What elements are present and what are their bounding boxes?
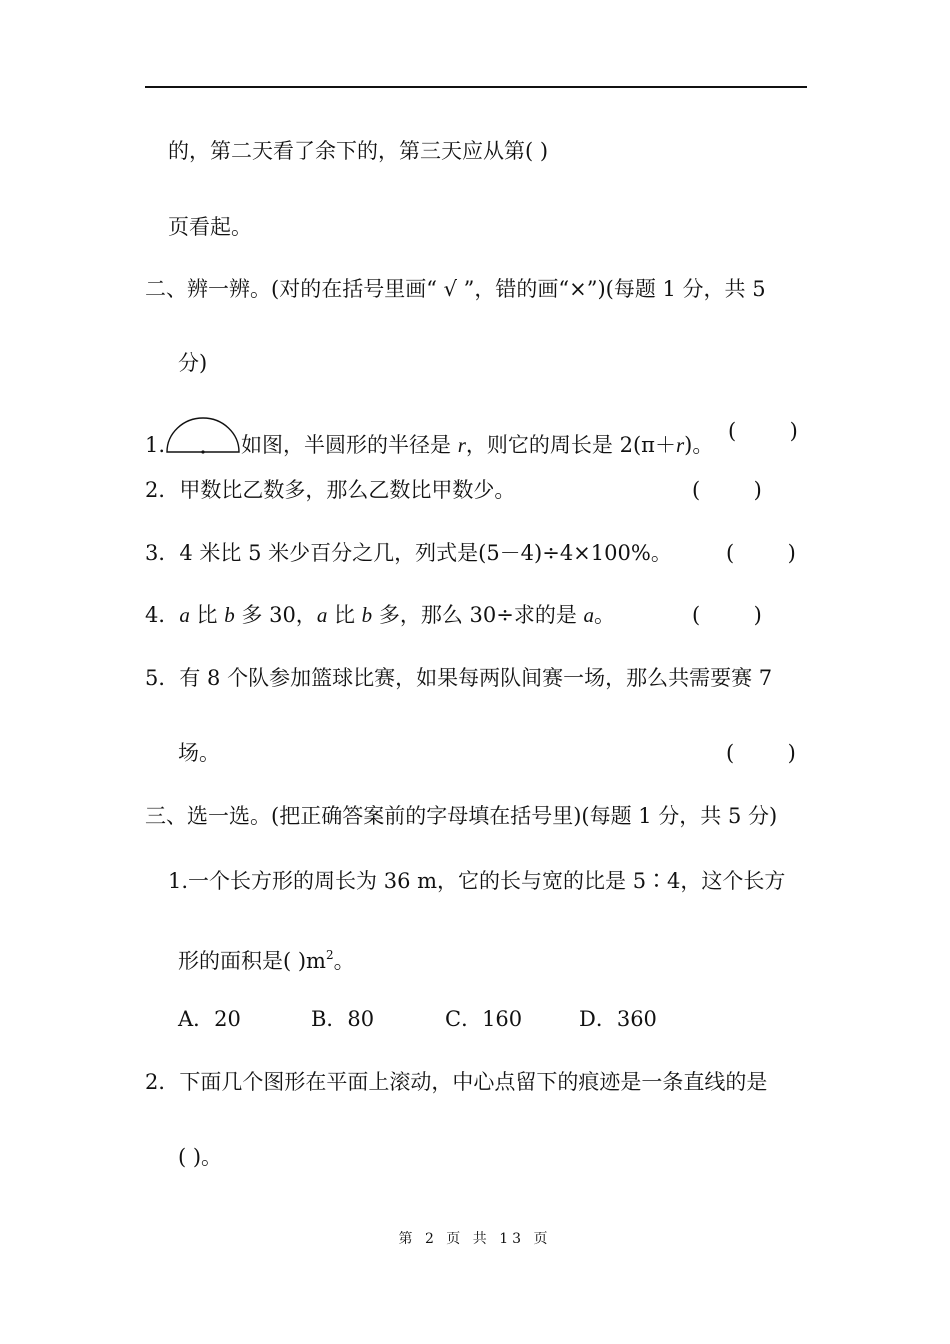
section2-title: 二、辨一辨。(对的在括号里画“ √ ”，错的画“×”)(每题 1 分，共 5 [145, 277, 766, 301]
q1-text: 。 [333, 949, 355, 973]
item-number: 2． [145, 478, 180, 502]
judge-item-5 [145, 663, 772, 693]
var-b: b [224, 603, 235, 627]
answer-blank-2[interactable]: ( ) [692, 478, 762, 502]
answer-blank-4[interactable]: ( ) [692, 603, 762, 627]
option-c[interactable]: C．160 [445, 1007, 523, 1031]
judge-item-1 [145, 416, 713, 460]
item-text: 比 [189, 603, 225, 627]
var-a: a [316, 603, 328, 627]
section3-title: 三、选一选。(把正确答案前的字母填在括号里)(每题 1 分，共 5 分) [145, 804, 778, 828]
item-number: 5． [145, 666, 180, 690]
choice-q1-line2 [178, 940, 355, 976]
option-d[interactable]: D．360 [579, 1007, 657, 1031]
item-text: 比 [327, 603, 362, 627]
choice-q2-line1: 2．下面几个图形在平面上滚动，中心点留下的痕迹是一条直线的是 [145, 1070, 768, 1094]
answer-blank-1[interactable]: ( ) [728, 419, 798, 443]
item-text: 多 30， [234, 603, 317, 627]
var-a: a [583, 603, 595, 627]
item-number: 4． [145, 603, 180, 627]
judge-item-5-cont: 场。 [178, 741, 220, 765]
answer-blank-5[interactable]: ( ) [726, 741, 796, 765]
choice-q2-line2: ( )。 [178, 1145, 223, 1169]
item-text: 。 [594, 603, 616, 627]
item-text: 如图，半圆形的半径是 [241, 433, 458, 457]
option-a[interactable]: A．20 [178, 1007, 241, 1031]
judge-item-4 [145, 600, 615, 630]
item-text: 多，那么 30÷求的是 [372, 603, 584, 627]
choice-q1-line1: 1.一个长方形的周长为 36 m，它的长与宽的比是 5∶4，这个长方 [168, 869, 786, 893]
item-number: 1. [145, 433, 166, 457]
section2-title-cont: 分) [178, 351, 208, 375]
continuation-line-2: 页看起。 [168, 215, 252, 239]
superscript: 2 [325, 948, 334, 962]
var-r: r [675, 433, 685, 457]
var-a: a [179, 603, 190, 627]
judge-item-3 [145, 538, 672, 568]
item-number: 3． [145, 541, 180, 565]
item-text: 甲数比乙数多，那么乙数比甲数少。 [179, 478, 516, 502]
var-b: b [361, 603, 373, 627]
header-rule [145, 86, 807, 88]
judge-item-2 [145, 475, 515, 505]
option-b[interactable]: B．80 [311, 1007, 375, 1031]
item-text: )。 [684, 433, 714, 457]
item-text: 有 8 个队参加篮球比赛，如果每两队间赛一场，那么共需要赛 7 [179, 666, 773, 690]
q1-text: 形的面积是( )m [178, 949, 326, 973]
answer-blank-3[interactable]: ( ) [726, 541, 796, 565]
var-r: r [457, 433, 466, 457]
item-text: ，则它的周长是 2(π＋ [465, 433, 676, 457]
semicircle-figure [165, 416, 241, 456]
page-footer: 第 2 页 共 13 页 [398, 1231, 552, 1247]
continuation-line-1: 的，第二天看了余下的，第三天应从第( ) [168, 139, 549, 163]
item-text: 4 米比 5 米少百分之几，列式是(5－4)÷4×100%。 [179, 541, 672, 565]
